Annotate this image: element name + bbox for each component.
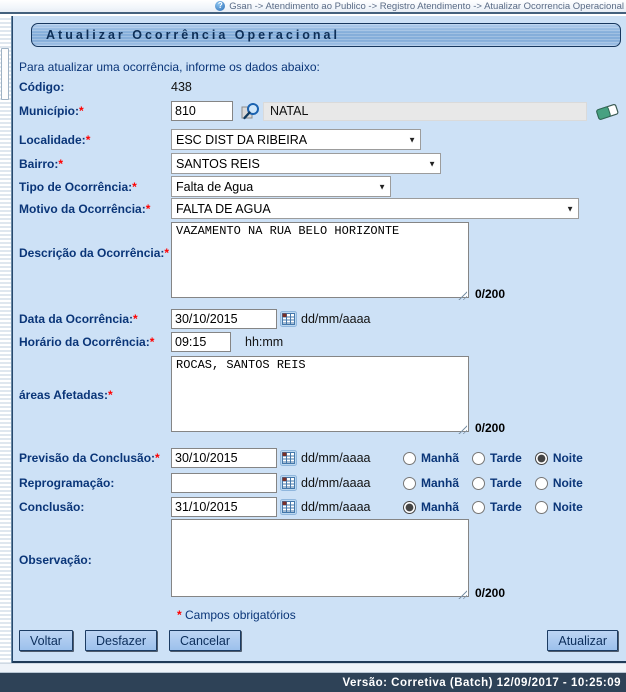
areas-afetadas-label: áreas Afetadas:*: [19, 388, 113, 402]
observacao-label: Observação:: [19, 553, 92, 567]
radio-label: Manhã: [421, 476, 460, 490]
conclusao-tarde-radio[interactable]: [472, 501, 485, 514]
breadcrumb-bar: [0, 0, 626, 14]
motivo-ocorrencia-select[interactable]: [171, 198, 579, 219]
codigo-label: Código:: [19, 80, 65, 94]
previsao-noite-radio[interactable]: [535, 452, 548, 465]
localidade-label: Localidade:*: [19, 132, 91, 147]
tipo-ocorrencia-selected: Falta de Agua: [176, 179, 254, 194]
frame-resize-handle[interactable]: [1, 48, 9, 100]
observacao-counter: 0/200: [475, 586, 506, 600]
main-panel: [12, 16, 626, 663]
observacao-textarea[interactable]: [171, 519, 469, 597]
reprogramacao-period-group: [403, 476, 596, 490]
desfazer-button[interactable]: Desfazer: [85, 630, 157, 651]
tipo-ocorrencia-label: Tipo de Ocorrência:*: [19, 179, 137, 194]
previsao-noite-option: [535, 451, 583, 465]
reprogramacao-format-hint: dd/mm/aaaa: [301, 476, 371, 490]
radio-label: Tarde: [490, 500, 522, 514]
dropdown-arrow-icon: [428, 159, 436, 168]
cancelar-button[interactable]: Cancelar: [169, 630, 241, 651]
dropdown-arrow-icon: [378, 182, 386, 191]
previsao-format-hint: dd/mm/aaaa: [301, 451, 371, 465]
row-previsao-conclusao: [19, 448, 622, 468]
calendar-icon[interactable]: [280, 450, 297, 466]
reprogramacao-noite-radio[interactable]: [535, 477, 548, 490]
row-bairro: [19, 153, 622, 174]
radio-label: Tarde: [490, 476, 522, 490]
areas-counter: 0/200: [475, 421, 506, 435]
version-text: Versão: Corretiva (Batch) 12/09/2017 - 10:25:09: [342, 676, 621, 689]
row-observacao: [19, 519, 622, 602]
data-ocorrencia-label: Data da Ocorrência:*: [19, 312, 138, 326]
radio-label: Noite: [552, 500, 583, 514]
conclusao-label: Conclusão:: [19, 500, 85, 514]
reprogramacao-date-input[interactable]: [171, 473, 277, 493]
descricao-textarea-wrap: [171, 222, 469, 303]
municipio-name-display: NATAL: [263, 102, 587, 121]
conclusao-format-hint: dd/mm/aaaa: [301, 500, 371, 514]
radio-label: Noite: [552, 451, 583, 465]
row-tipo-ocorrencia: [19, 176, 622, 197]
data-ocorrencia-input[interactable]: [171, 309, 277, 329]
intro-text: Para atualizar uma ocorrência, informe os dados abaixo:: [19, 60, 320, 74]
dropdown-arrow-icon: [408, 135, 416, 144]
previsao-tarde-option: [472, 451, 522, 465]
radio-label: Noite: [552, 476, 583, 490]
conclusao-manha-option: [403, 500, 459, 514]
bairro-select[interactable]: [171, 153, 441, 174]
conclusao-period-group: [403, 500, 596, 514]
voltar-button[interactable]: Voltar: [19, 630, 73, 651]
radio-label: Manhã: [421, 500, 460, 514]
reprogramacao-manha-option: [403, 476, 459, 490]
horario-input[interactable]: [171, 332, 231, 352]
conclusao-manha-radio[interactable]: [403, 501, 416, 514]
municipio-label: Município:*: [19, 104, 84, 118]
row-municipio: [19, 100, 622, 122]
calendar-icon[interactable]: [280, 311, 297, 327]
previsao-tarde-radio[interactable]: [472, 452, 485, 465]
calendar-icon[interactable]: [280, 475, 297, 491]
occurrence-form: [13, 60, 626, 651]
reprogramacao-tarde-option: [472, 476, 522, 490]
reprogramacao-manha-radio[interactable]: [403, 477, 416, 490]
previsao-label: Previsão da Conclusão:*: [19, 451, 160, 465]
previsao-manha-radio[interactable]: [403, 452, 416, 465]
motivo-ocorrencia-label: Motivo da Ocorrência:*: [19, 201, 151, 216]
row-horario: [19, 332, 622, 352]
row-codigo: [19, 80, 622, 94]
row-descricao: [19, 222, 622, 303]
page-title: Atualizar Ocorrência Operacional: [31, 23, 621, 47]
tipo-ocorrencia-select[interactable]: [171, 176, 391, 197]
data-ocorrencia-format-hint: dd/mm/aaaa: [301, 312, 371, 326]
footer-bar: [0, 672, 626, 692]
bairro-label: Bairro:*: [19, 156, 64, 171]
bottom-gap: [0, 663, 626, 672]
areas-textarea-wrap: [171, 356, 469, 437]
horario-label: Horário da Ocorrência:*: [19, 335, 155, 349]
row-reprogramacao: [19, 473, 622, 493]
descricao-label: Descrição da Ocorrência:*: [19, 246, 170, 260]
atualizar-button[interactable]: Atualizar: [547, 630, 618, 651]
conclusao-tarde-option: [472, 500, 522, 514]
descricao-textarea[interactable]: [171, 222, 469, 298]
conclusao-noite-radio[interactable]: [535, 501, 548, 514]
conclusao-date-input[interactable]: [171, 497, 277, 517]
previsao-date-input[interactable]: [171, 448, 277, 468]
row-data-ocorrencia: [19, 309, 622, 329]
radio-label: Tarde: [490, 451, 522, 465]
row-conclusao: [19, 497, 622, 517]
conclusao-noite-option: [535, 500, 583, 514]
municipio-search-icon[interactable]: [241, 102, 261, 121]
descricao-counter: 0/200: [475, 287, 506, 301]
observacao-textarea-wrap: [171, 519, 469, 602]
row-motivo-ocorrencia: [19, 198, 622, 219]
reprogramacao-tarde-radio[interactable]: [472, 477, 485, 490]
required-fields-note: * Campos obrigatórios: [177, 608, 296, 622]
eraser-icon[interactable]: [594, 100, 620, 122]
row-areas-afetadas: [19, 356, 622, 437]
breadcrumb: Gsan -> Atendimento ao Publico -> Registro Atendimento -> Atualizar Ocorrencia Operacional: [229, 0, 624, 12]
calendar-icon[interactable]: [280, 499, 297, 515]
radio-label: Manhã: [421, 451, 460, 465]
previsao-manha-option: [403, 451, 459, 465]
row-localidade: [19, 129, 622, 150]
button-row: [19, 630, 622, 651]
motivo-ocorrencia-selected: FALTA DE AGUA: [176, 201, 271, 216]
left-frame-strip: [0, 16, 12, 663]
dropdown-arrow-icon: [566, 204, 574, 213]
municipio-code-input[interactable]: [171, 101, 233, 121]
horario-format-hint: hh:mm: [245, 335, 284, 349]
bairro-selected: SANTOS REIS: [176, 156, 260, 171]
areas-afetadas-textarea[interactable]: [171, 356, 469, 432]
localidade-select[interactable]: [171, 129, 421, 150]
help-icon[interactable]: ?: [215, 1, 225, 11]
codigo-value: 438: [171, 80, 192, 94]
reprogramacao-noite-option: [535, 476, 583, 490]
reprogramacao-label: Reprogramação:: [19, 476, 115, 490]
previsao-period-group: [403, 451, 596, 465]
localidade-selected: ESC DIST DA RIBEIRA: [176, 132, 308, 147]
